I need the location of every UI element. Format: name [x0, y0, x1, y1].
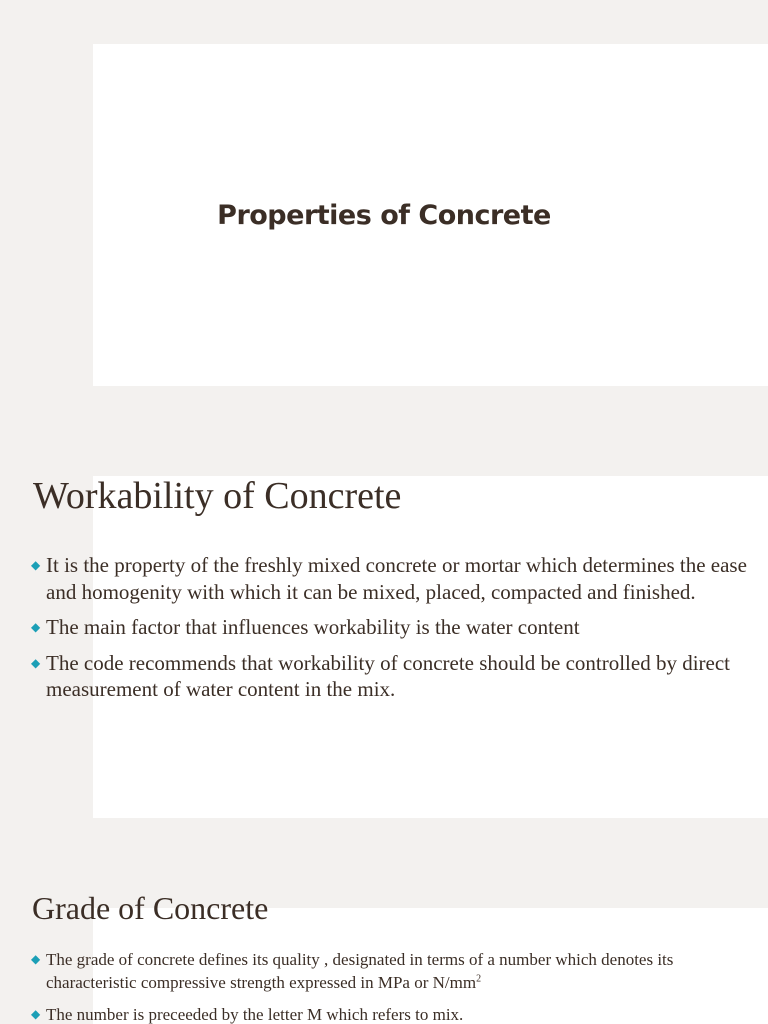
- diamond-bullet-icon: ◆: [31, 558, 41, 572]
- diamond-bullet-icon: ◆: [31, 952, 41, 966]
- bullet-item: [30, 614, 750, 641]
- slide-2: [0, 432, 768, 864]
- slide-heading: Grade of Concrete: [32, 890, 269, 926]
- slide-heading: Workability of Concrete: [33, 475, 402, 517]
- slide-3: [0, 864, 768, 1024]
- slide-1: [0, 0, 768, 432]
- bullet-item: [30, 948, 750, 994]
- bullet-text: The code recommends that workability of concrete should be controlled by direct measurement of water content in the mix.: [46, 650, 731, 701]
- bullet-list: [30, 552, 750, 712]
- superscript: 2: [476, 973, 482, 985]
- bullet-list: [30, 948, 750, 1024]
- bullet-item: [30, 650, 750, 703]
- bullet-text: It is the property of the freshly mixed concrete or mortar which determines the ease and homogenity with which it can be mixed, placed, compacted and finished.: [46, 553, 747, 604]
- bullet-text: The grade of concrete defines its quality , designated in terms of a number which denotes its characteristic compressive strength expressed in MPa or N/mm: [46, 950, 674, 992]
- diamond-bullet-icon: ◆: [31, 620, 41, 634]
- bullet-text: The main factor that influences workability is the water content: [46, 615, 580, 639]
- diamond-bullet-icon: ◆: [31, 655, 41, 670]
- slide-title: Properties of Concrete: [217, 200, 551, 231]
- diamond-bullet-icon: ◆: [31, 1007, 41, 1021]
- bullet-item: [30, 1003, 750, 1024]
- bullet-item: [30, 552, 750, 605]
- bullet-text: The number is preceeded by the letter M which refers to mix.: [46, 1005, 464, 1024]
